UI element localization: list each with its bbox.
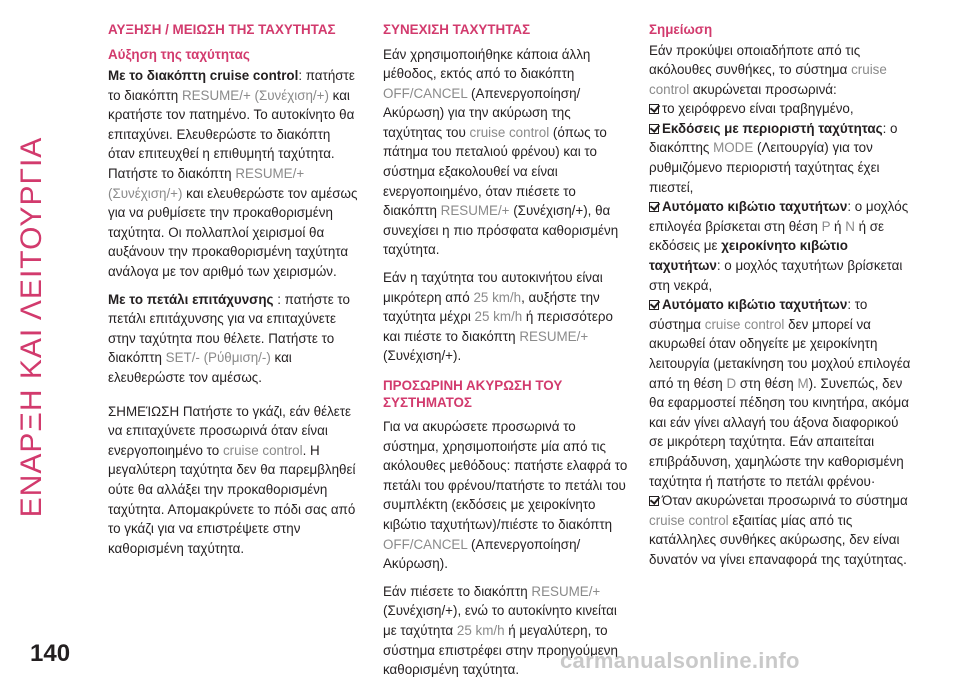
column-1 — [108, 22, 358, 566]
text: Εάν πιέσετε το διακόπτη — [383, 583, 532, 599]
text: ή σε εκδόσεις με — [649, 218, 884, 254]
text: : ο μοχλός επιλογέα βρίσκεται στη θέση — [649, 199, 909, 234]
bullet-temporary-cancel — [649, 491, 911, 569]
watermark: carmanualsonline.info — [560, 648, 800, 673]
control-label: OFF/CANCEL — [383, 536, 468, 552]
text: : πατήστε το πετάλι επιτάχυνσης για να επιταχύνετε στην ταχύτητα που θέλετε. Πατήστε το διακόπτη — [108, 291, 350, 366]
paragraph-cancel — [383, 417, 628, 574]
control-label: RESUME/+ (Συνέχιση/+) — [181, 87, 329, 103]
lead-text: Αυτόματο κιβώτιο ταχυτήτων — [662, 199, 848, 215]
text: : ο μοχλός ταχυτήτων βρίσκεται στη νεκρά, — [649, 258, 903, 293]
text: ή περισσότερο και πιέστε το διακόπτη — [383, 309, 613, 344]
paragraph-resume — [383, 45, 628, 261]
control-label: P — [821, 218, 831, 234]
text: και κρατήστε τον πατημένο. Το αυτοκίνητο θα επιταχύνει. Ελευθερώστε το διακόπτη όταν επιτευχθεί η επιθυμητή ταχύτητα. Πατήστε το διακόπτη — [108, 87, 355, 182]
control-label: cruise control — [469, 124, 550, 140]
bullet-handbrake — [649, 99, 911, 119]
control-label: M — [797, 375, 809, 391]
text: Για να ακυρώσετε προσωρινά το σύστημα, χρησιμοποιήστε μία από τις ακόλουθες μεθόδους: πατήστε ελαφρά το πετάλι του φρένου/πατήστε το πετάλι του συμπλέκτη (εκδόσεις με χειροκίνητο κιβώτιο ταχυτήτων)/πιέστε το διακόπτη — [383, 419, 628, 532]
text: εξαιτίας μίας από τις κατάλληλες συνθήκες ακύρωσης, δεν είναι δυνατόν να γίνει επαναφορά της ταχύτητας. — [649, 512, 907, 567]
text: (όπως το πάτημα του πεταλιού φρένου) και το σύστημα εξακολουθεί να είναι ενεργοποιημένο, όταν πιέσετε το διακόπτη — [383, 124, 607, 219]
text: ). Συνεπώς, δεν θα εφαρμοστεί πέδηση του κινητήρα, ακόμα και εάν γίνει αλλαγή του άξονα διαφορικού σε μικρότερη ταχύτητα. Εάν απαιτείται επιβράδυνση, χαμηλώστε την καθορισμένη ταχύτητα ή πατήστε το πετάλι φρένου· — [649, 375, 909, 489]
control-label: MODE — [713, 140, 754, 156]
text: Εάν η ταχύτητα του αυτοκινήτου είναι μικρότερη από — [383, 270, 603, 305]
text: και ελευθερώστε τον αμέσως. — [108, 350, 292, 385]
text: ΣΗΜΕΊΩΣΗ Πατήστε το γκάζι, εάν θέλετε να επιταχύνετε προσωρινά όταν είναι ενεργοποιημένο το — [108, 403, 352, 458]
lead-text: χειροκίνητο κιβώτιο ταχυτήτων — [649, 238, 848, 274]
bullet-speed-limiter — [649, 119, 911, 197]
text: (Συνέχιση/+), θα συνεχίσει η πιο πρόσφατα καθορισμένη ταχύτητα. — [383, 203, 619, 258]
control-label: cruise control — [222, 442, 303, 458]
text: και ελευθερώστε τον αμέσως για να ρυθμίσετε την προκαθορισμένη ταχύτητα. Οι πολλαπλοί χειρισμοί θα αυξάνουν την προκαθορισμένη ταχύτητα ανάλογα με τον αριθμό των χειρισμών. — [108, 185, 358, 280]
checkbox-icon — [649, 124, 659, 134]
chapter-title: ΕΝΑΡΞΗ ΚΑΙ ΛΕΙΤΟΥΡΓΙΑ — [15, 136, 48, 518]
control-label: 25 km/h — [456, 622, 505, 638]
control-label: RESUME/+ (Συνέχιση/+) — [108, 166, 305, 201]
note-intro — [649, 41, 911, 100]
text: : το σύστημα — [649, 297, 868, 332]
control-label: OFF/CANCEL — [383, 85, 468, 101]
text: το χειρόφρενο είναι τραβηγμένο, — [662, 101, 854, 117]
text: , αυξήστε την ταχύτητα μέχρι — [383, 289, 600, 325]
bullet-automatic-manual-mode — [649, 295, 911, 491]
paragraph-note — [108, 402, 358, 559]
paragraph-min-speed — [383, 268, 628, 366]
bullet-automatic-neutral — [649, 197, 911, 295]
column-2 — [383, 22, 628, 688]
text: (Συνέχιση/+), ενώ το αυτοκίνητο κινείται με ταχύτητα — [383, 603, 617, 638]
control-label: RESUME/+ — [531, 583, 601, 599]
text: (Απενεργοποίηση/ Ακύρωση) για την ακύρωση της ταχύτητας του — [383, 85, 581, 140]
text: ή μεγαλύτερη, το σύστημα επιστρέφει στην προηγούμενη καθορισμένη ταχύτητα. — [383, 622, 618, 678]
checkbox-icon — [649, 300, 659, 310]
lead-text: Εκδόσεις με περιοριστή ταχύτητας — [662, 120, 883, 136]
control-label: SET/- (Ρύθμιση/-) — [165, 350, 271, 366]
text: : πατήστε το διακόπτη — [108, 68, 355, 103]
text: Όταν ακυρώνεται προσωρινά το σύστημα — [662, 493, 908, 509]
lead-text: Αυτόματο κιβώτιο ταχυτήτων — [662, 297, 848, 313]
column-3 — [649, 22, 911, 570]
paragraph-accelerator — [108, 290, 358, 388]
text: (Απενεργοποίηση/Ακύρωση). — [383, 536, 581, 572]
text: ή — [830, 218, 846, 234]
checkbox-icon — [649, 496, 659, 506]
control-label: RESUME/+ — [519, 328, 589, 344]
text: Εάν προκύψει οποιαδήποτε από τις ακόλουθες συνθήκες, το σύστημα — [649, 42, 861, 78]
text: Εάν χρησιμοποιήθηκε κάποια άλλη μέθοδος, εκτός από το διακόπτη — [383, 46, 591, 82]
text: δεν μπορεί να ακυρωθεί όταν οδηγείτε με χειροκίνητη λειτουργία (μετακίνηση του μοχλού επιλογέα από τη θέση — [649, 316, 911, 391]
section-heading-speed-change: ΑΥΞΗΣΗ / ΜΕΙΩΣΗ ΤΗΣ ΤΑΧΥΤΗΤΑΣ — [108, 22, 336, 37]
lead-text: Με το διακόπτη cruise control — [108, 68, 299, 84]
page-number: 140 — [30, 640, 71, 667]
checkbox-icon — [649, 104, 659, 114]
control-label: RESUME/+ — [440, 203, 510, 219]
text: : ο διακόπτης — [649, 120, 898, 156]
section-heading-resume: ΣΥΝΕΧΙΣΗ ΤΑΧΥΤΗΤΑΣ — [383, 22, 531, 37]
control-label: cruise control — [704, 316, 785, 332]
text: ακυρώνεται προσωρινά: — [689, 81, 837, 97]
control-label: D — [726, 375, 737, 391]
paragraph-cruise-switch — [108, 66, 358, 282]
text: (Συνέχιση/+). — [383, 348, 462, 364]
control-label: 25 km/h — [474, 309, 523, 325]
section-heading-temporary-cancel: ΠΡΟΣΩΡΙΝΗ ΑΚΥΡΩΣΗ ΤΟΥ ΣΥΣΤΗΜΑΤΟΣ — [383, 378, 563, 410]
text: . Η μεγαλύτερη ταχύτητα δεν θα παρεμβληθεί ούτε θα αλλάξει την προκαθορισμένη ταχύτητα. Απομακρύνετε το πόδι σας από το γκάζι για να επιστρέψετε στην καθορισμένη ταχύτητα. — [108, 442, 356, 556]
lead-text: Με το πετάλι επιτάχυνσης — [108, 291, 274, 307]
control-label: cruise control — [649, 62, 887, 97]
checkbox-icon — [649, 202, 659, 212]
subheading-speed-increase: Αύξηση της ταχύτητας — [108, 46, 250, 62]
text: (Λειτουργία) για τον ρυθμιζόμενο περιοριστή ταχύτητας έχει πιεστεί, — [649, 140, 880, 195]
note-heading: Σημείωση — [649, 22, 713, 37]
text: στη θέση — [736, 375, 798, 391]
control-label: N — [845, 218, 855, 234]
control-label: cruise control — [649, 512, 729, 528]
control-label: 25 km/h — [473, 289, 522, 305]
